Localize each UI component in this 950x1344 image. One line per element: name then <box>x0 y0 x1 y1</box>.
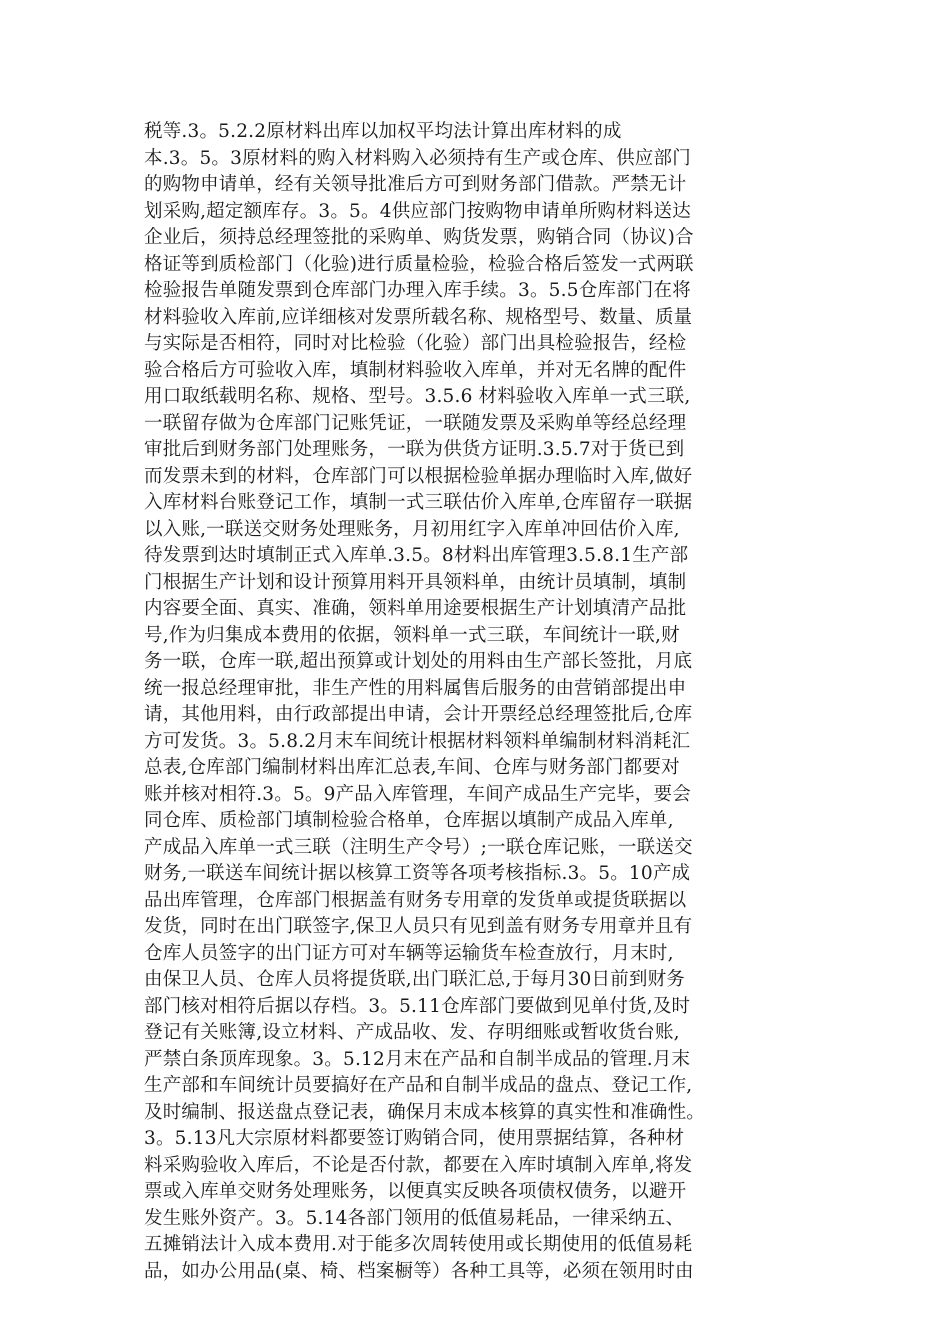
text-line: 材料验收入库前,应详细核对发票所载名称、规格型号、数量、质量 <box>144 306 693 328</box>
text-line: 仓库人员签字的出门证方可对车辆等运输货车检查放行，月末时, <box>144 942 674 964</box>
text-line: 请，其他用料，由行政部提出申请，会计开票经总经理签批后,仓库 <box>144 704 693 725</box>
text-line: 五摊销法计入成本费用.对于能多次周转使用或长期使用的低值易耗 <box>144 1234 693 1255</box>
text-line: 检验报告单随发票到仓库部门办理入库手续。3。5.5仓库部门在将 <box>144 280 691 301</box>
text-line: 本.3。5。3原材料的购入材料购入必须持有生产或仓库、供应部门 <box>144 147 691 169</box>
text-line: 验合格后方可验收入库，填制材料验收入库单，并对无名牌的配件 <box>144 359 687 381</box>
text-line: 企业后，须持总经理签批的采购单、购货发票，购销合同（协议)合 <box>144 227 694 248</box>
text-line: 部门核对相符后据以存档。3。5.11仓库部门要做到见单付货,及时 <box>144 995 691 1017</box>
text-line: 总表,仓库部门编制材料出库汇总表,车间、仓库与财务部门都要对 <box>144 757 680 778</box>
text-line: 以入账,一联送交财务处理账务，月初用红字入库单冲回估价入库, <box>144 518 680 540</box>
text-line: 统一报总经理审批，非生产性的用料属售后服务的由营销部提出申 <box>144 677 687 699</box>
text-line: 生产部和车间统计员要搞好在产品和自制半成品的盘点、登记工作, <box>144 1075 693 1096</box>
text-line: 门根据生产计划和设计预算用料开具领料单，由统计员填制，填制 <box>144 571 687 593</box>
text-line: 而发票未到的材料，仓库部门可以根据检验单据办理临时入库,做好 <box>144 465 693 487</box>
text-line: 由保卫人员、仓库人员将提货联,出门联汇总,于每月30日前到财务 <box>144 969 686 990</box>
text-line: 品，如办公用品(桌、椅、档案橱等）各种工具等，必须在领用时由 <box>144 1260 694 1282</box>
text-line: 产成品入库单一式三联（注明生产令号）;一联仓库记账，一联送交 <box>144 836 693 858</box>
text-line: 财务,一联送车间统计据以核算工资等各项考核指标.3。5。10产成 <box>144 863 691 884</box>
text-line: 入库材料台账登记工作，填制一式三联估价入库单,仓库留存一联据 <box>144 492 693 513</box>
text-line: 登记有关账簿,设立材料、产成品收、发、存明细账或暂收货台账, <box>144 1022 680 1043</box>
text-line: 账并核对相符.3。5。9产品入库管理，车间产成品生产完毕，要会 <box>144 783 691 805</box>
text-line: 务一联，仓库一联,超出预算或计划处的用料由生产部长签批，月底 <box>144 651 693 672</box>
text-line: 的购物申请单，经有关领导批准后方可到财务部门借款。严禁无计 <box>144 174 687 195</box>
text-line: 一联留存做为仓库部门记账凭证，一联随发票及采购单等经总经理 <box>144 412 687 434</box>
body-text <box>144 119 814 1285</box>
text-line: 严禁白条顶库现象。3。5.12月末在产品和自制半成品的管理.月末 <box>144 1048 691 1070</box>
text-line: 3。5.13凡大宗原材料都要签订购销合同，使用票据结算，各种材 <box>144 1128 685 1149</box>
text-line: 品出库管理，仓库部门根据盖有财务专用章的发货单或提货联据以 <box>144 889 687 911</box>
text-line: 发货，同时在出门联签字,保卫人员只有见到盖有财务专用章并且有 <box>144 916 693 937</box>
text-line: 票或入库单交财务处理账务，以便真实反映各项债权债务，以避开 <box>144 1181 687 1202</box>
text-line: 发生账外资产。3。5.14各部门领用的低值易耗品，一律采纳五、 <box>144 1207 685 1229</box>
text-line: 格证等到质检部门（化验)进行质量检验，检验合格后签发一式两联 <box>144 253 694 275</box>
text-line: 方可发货。3。5.8.2月末车间统计根据材料领料单编制材料消耗汇 <box>144 730 691 752</box>
text-line: 同仓库、质检部门填制检验合格单，仓库据以填制产成品入库单, <box>144 810 674 831</box>
text-line: 内容要全面、真实、准确，领料单用途要根据生产计划填清产品批 <box>144 598 687 619</box>
text-line: 税等.3。5.2.2原材料出库以加权平均法计算出库材料的成 <box>144 121 622 142</box>
text-line: 及时编制、报送盘点登记表，确保月末成本核算的真实性和准确性。 <box>144 1101 706 1123</box>
text-line: 与实际是否相符，同时对比检验（化验）部门出具检验报告，经检 <box>144 333 687 354</box>
text-line: 号,作为归集成本费用的依据，领料单一式三联，车间统计一联,财 <box>144 624 680 646</box>
text-line: 审批后到财务部门处理账务，一联为供货方证明.3.5.7对于货已到 <box>144 439 685 460</box>
text-line: 划采购,超定额库存。3。5。4供应部门按购物申请单所购材料送达 <box>144 200 691 222</box>
text-line: 用口取纸载明名称、规格、型号。3.5.6 材料验收入库单一式三联, <box>144 386 691 407</box>
text-line: 待发票到达时填制正式入库单.3.5。8材料出库管理3.5.8.1生产部 <box>144 545 689 566</box>
text-line: 料采购验收入库后，不论是否付款，都要在入库时填制入库单,将发 <box>144 1154 693 1176</box>
